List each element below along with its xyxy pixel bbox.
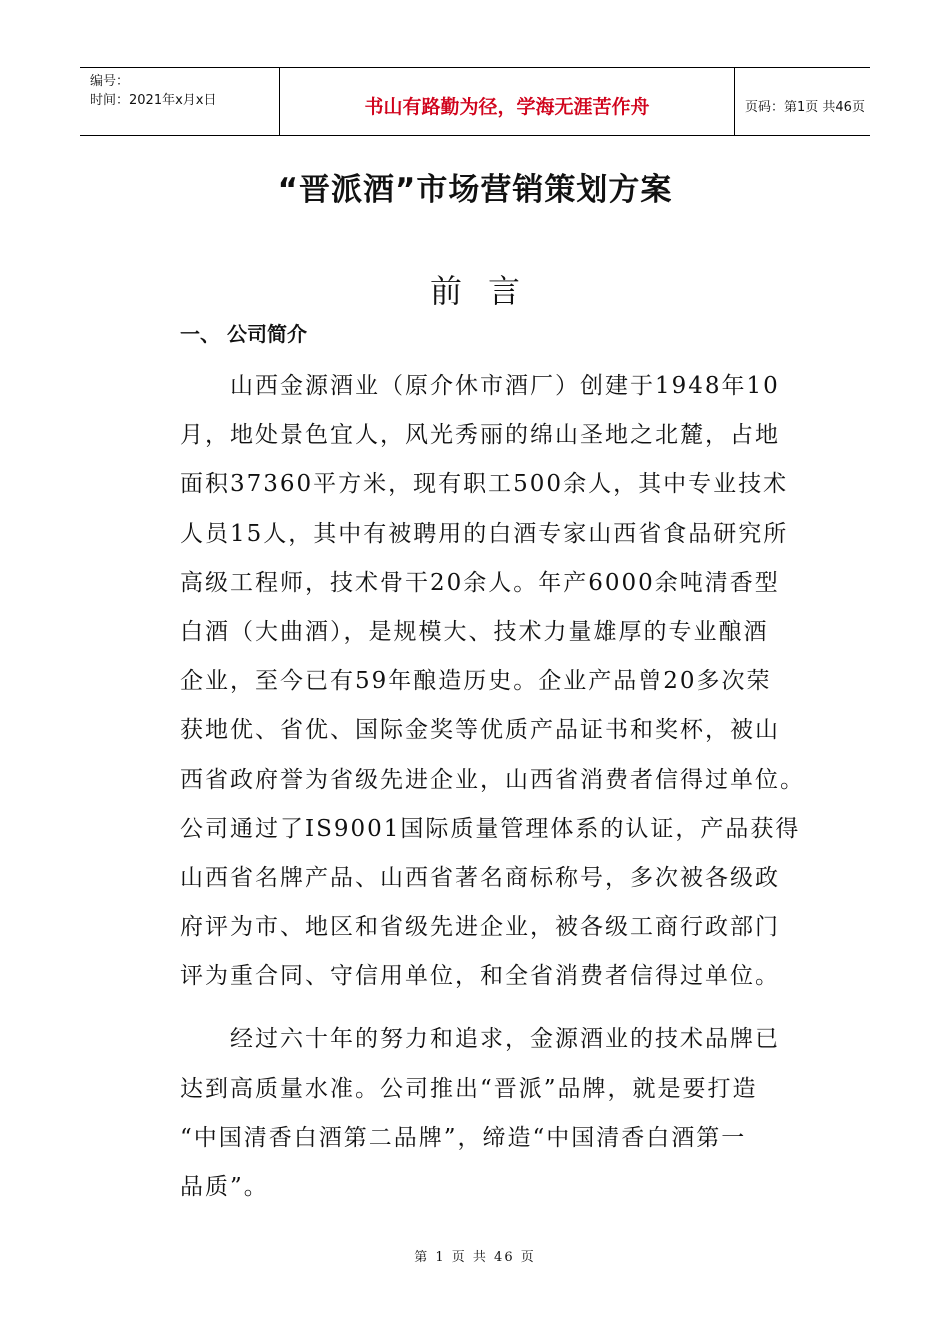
paragraph-line: 达到高质量水准。公司推出“晋派”品牌，就是要打造 [180,1075,758,1102]
body-text [180,362,820,1212]
section-heading: 一、 公司简介 [180,322,307,346]
paragraph-gap [180,1001,820,1015]
paragraph-line: 山西省名牌产品、山西省著名商标称号，多次被各级政 [180,864,780,891]
paragraph-line: “中国清香白酒第二品牌”，缔造“中国清香白酒第一 [180,1124,747,1151]
paragraph-line: 企业，至今已有59年酿造历史。企业产品曾20多次荣 [180,668,772,695]
preface-heading: 前言 [429,272,546,310]
paragraph-line: 品质”。 [180,1174,269,1200]
paragraph-line: 经过六十年的努力和追求，金源酒业的技术品牌已 [180,1026,780,1053]
paragraph-line: 白酒（大曲酒），是规模大、技术力量雄厚的专业酿酒 [180,618,769,645]
page-header [80,67,870,136]
paragraph-brand-goal [180,1015,820,1212]
header-motto: 书山有路勤为径，学海无涯苦作舟 [280,68,735,135]
paragraph-line: 人员15人，其中有被聘用的白酒专家山西省食品研究所 [180,520,789,547]
paragraph-line: 公司通过了IS9001国际质量管理体系的认证，产品获得 [180,815,801,842]
header-page-info: 页码：第1页 共46页 [745,100,865,115]
paragraph-line: 面积37360平方米，现有职工500余人，其中专业技术 [180,471,789,498]
document-title: “晋派酒”市场营销策划方案 [277,172,673,208]
paragraph-line: 府评为市、地区和省级先进企业，被各级工商行政部门 [180,914,780,941]
paragraph-line: 月，地处景色宜人，风光秀丽的绵山圣地之北麓，占地 [180,422,780,449]
paragraph-line: 获地优、省优、国际金奖等优质产品证书和奖杯，被山 [180,717,780,744]
header-meta [80,68,280,135]
paragraph-line: 山西金源酒业（原介休市酒厂）创建于1948年10 [180,373,780,399]
document-time-label: 时间：2021年x月x日 [90,93,217,108]
page-footer: 第 1 页 共 46 页 [414,1250,536,1265]
paragraph-line: 评为重合同、守信用单位，和全省消费者信得过单位。 [180,963,780,990]
paragraph-line: 西省政府誉为省级先进企业，山西省消费者信得过单位。 [180,766,805,793]
paragraph-line: 高级工程师，技术骨干20余人。年产6000余吨清香型 [180,569,780,596]
paragraph-company-intro [180,362,820,1001]
document-number-label: 编号： [90,74,130,89]
